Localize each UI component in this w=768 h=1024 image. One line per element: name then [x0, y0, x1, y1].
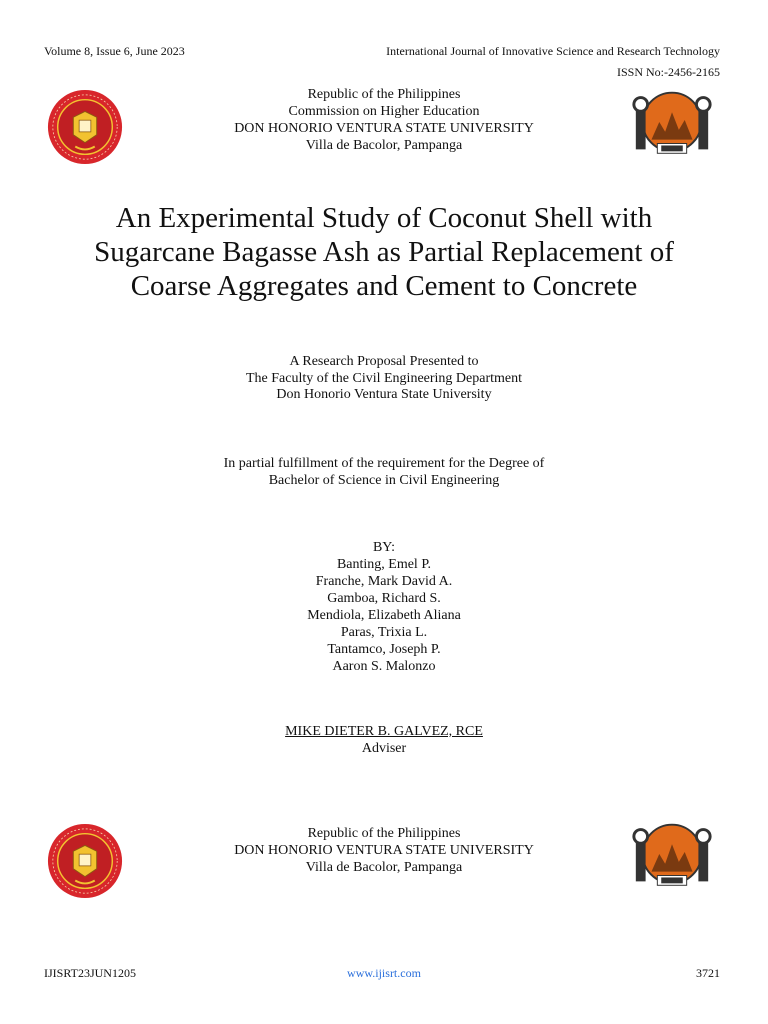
presented-line-1: A Research Proposal Presented to [289, 354, 479, 369]
adviser-name: MIKE DIETER B. GALVEZ, RCE [285, 724, 483, 739]
adviser-block [0, 724, 768, 757]
author-name: Mendiola, Elizabeth Aliana [307, 608, 461, 623]
author-name: Franche, Mark David A. [315, 574, 453, 589]
website-link[interactable]: www.ijisrt.com [347, 966, 421, 980]
institution-block-bottom [0, 825, 768, 876]
issn: ISSN No:-2456-2165 [616, 65, 720, 79]
journal-name: International Journal of Innovative Science and Research Technology [386, 44, 720, 58]
authors-block [0, 539, 768, 675]
republic-line: Republic of the Philippines [307, 826, 461, 841]
by-label: BY: [372, 540, 396, 555]
volume-info: Volume 8, Issue 6, June 2023 [44, 44, 185, 58]
university-name: DON HONORIO VENTURA STATE UNIVERSITY [234, 843, 534, 858]
fulfillment-line-1: In partial fulfillment of the requirement for the Degree of [223, 456, 545, 471]
university-address: Villa de Bacolor, Pampanga [305, 860, 463, 875]
author-name: Banting, Emel P. [336, 557, 432, 572]
institution-block-top [0, 86, 768, 154]
author-name: Aaron S. Malonzo [332, 659, 436, 674]
fulfillment-block [0, 456, 768, 489]
author-name: Tantamco, Joseph P. [327, 642, 441, 657]
title-line-3: Coarse Aggregates and Cement to Concrete [130, 270, 638, 302]
presented-line-2: The Faculty of the Civil Engineering Department [245, 370, 523, 386]
fulfillment-line-2: Bachelor of Science in Civil Engineering [268, 472, 500, 488]
republic-line: Republic of the Philippines [307, 87, 461, 102]
university-name: DON HONORIO VENTURA STATE UNIVERSITY [234, 121, 534, 136]
university-address: Villa de Bacolor, Pampanga [305, 138, 463, 153]
adviser-role: Adviser [361, 740, 407, 756]
title-line-2: Sugarcane Bagasse Ash as Partial Replacement of [94, 236, 674, 268]
paper-title [0, 201, 768, 303]
presented-line-3: Don Honorio Ventura State University [276, 387, 492, 402]
author-name: Gamboa, Richard S. [327, 591, 441, 606]
title-line-1: An Experimental Study of Coconut Shell with [115, 202, 653, 234]
paper-code: IJISRT23JUN1205 [44, 966, 136, 980]
author-name: Paras, Trixia L. [340, 625, 428, 640]
page-number: 3721 [696, 966, 720, 980]
presented-block [0, 354, 768, 404]
commission-line: Commission on Higher Education [288, 104, 480, 119]
